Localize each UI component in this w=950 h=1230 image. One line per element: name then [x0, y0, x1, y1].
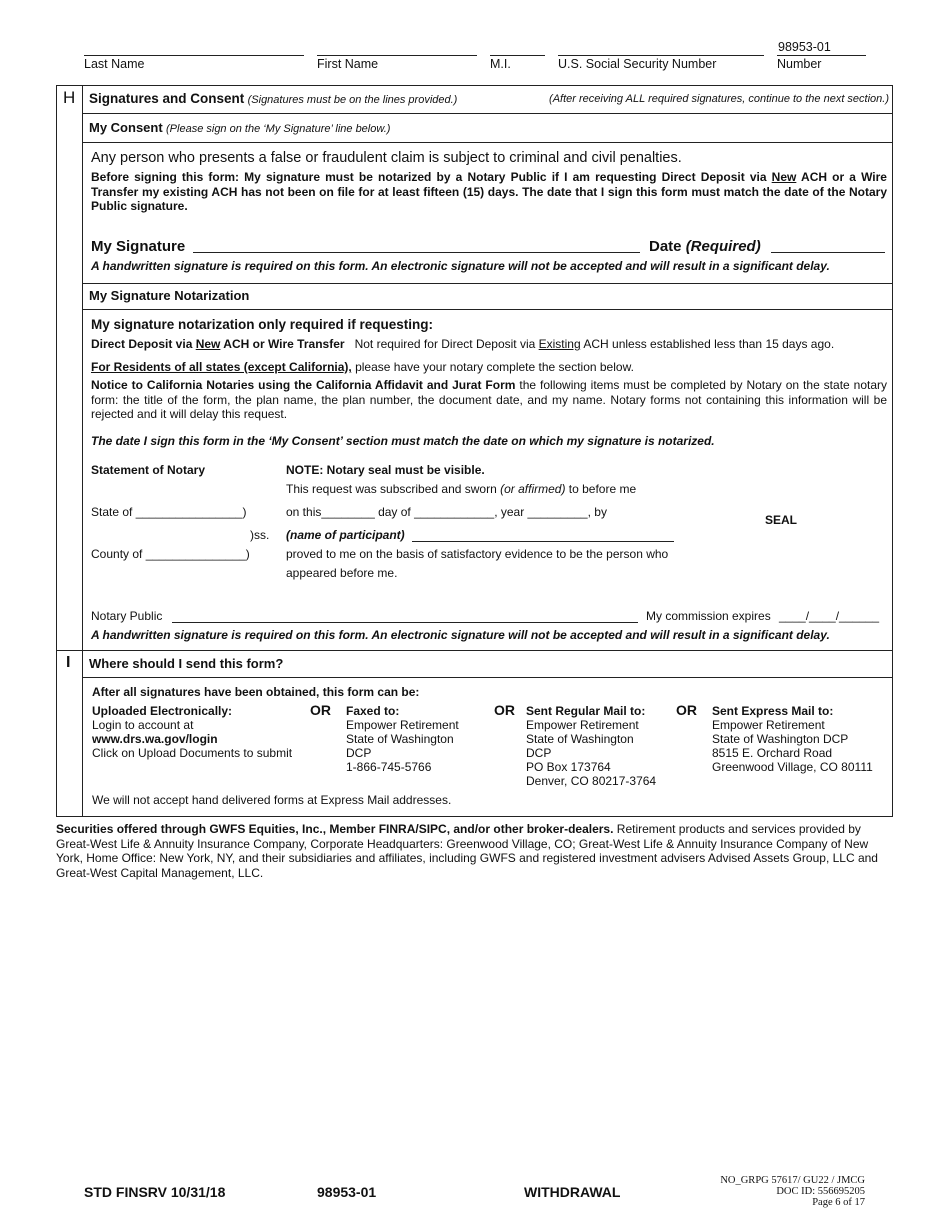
dd-a: Direct Deposit via — [91, 337, 196, 351]
footer-form-type: WITHDRAWAL — [524, 1184, 621, 1200]
date-label-text: Date — [649, 238, 682, 255]
my-consent-bar — [89, 120, 390, 135]
section-i-title: Where should I send this form? — [89, 656, 284, 671]
on-this-line[interactable]: on this________ day of ____________, year _________, by — [286, 505, 607, 519]
section-divider — [56, 650, 893, 651]
residents-line — [91, 360, 634, 374]
subscribed-line — [286, 482, 636, 496]
notary-signature-line[interactable] — [172, 622, 638, 623]
residents-bold: For Residents of all states (except California), — [91, 360, 352, 374]
dd-b: ACH or Wire Transfer — [220, 337, 345, 351]
number-field — [777, 55, 866, 56]
before-signing-paragraph — [91, 170, 887, 214]
participant-name-line[interactable] — [412, 541, 674, 542]
or-separator: OR — [310, 702, 331, 718]
mail-line: DCP — [526, 746, 552, 760]
express-line: Empower Retirement — [712, 718, 825, 732]
subscribed-ital: (or affirmed) — [500, 482, 566, 496]
footer-page: Page 6 of 17 — [812, 1197, 865, 1208]
notarization-only: My signature notarization only required if requesting: — [91, 317, 434, 332]
mail-line: PO Box 173764 — [526, 760, 611, 774]
or-separator: OR — [676, 702, 697, 718]
no-hand-delivered: We will not accept hand delivered forms at Express Mail addresses. — [92, 793, 452, 807]
handwritten-note-2: A handwritten signature is required on this form. An electronic signature will not be accepted and will result in a significant delay. — [91, 628, 830, 642]
date-line[interactable] — [771, 252, 885, 253]
footer-grpg: NO_GRPG 57617/ GU22 / JMCG — [720, 1175, 865, 1186]
commission-expires-label: My commission expires — [646, 609, 771, 623]
footer-std: STD FINSRV 10/31/18 — [84, 1184, 226, 1200]
mail-line: State of Washington — [526, 732, 634, 746]
ssn-label: U.S. Social Security Number — [558, 57, 717, 71]
mi-label: M.I. — [490, 57, 511, 71]
date-required: (Required) — [685, 238, 761, 255]
disclosure-paragraph — [56, 822, 893, 880]
ssn-field[interactable] — [558, 55, 764, 56]
name-of-participant-label: (name of participant) — [286, 528, 405, 542]
section-h-right-note: (After receiving ALL required signatures, continue to the next section.) — [549, 93, 889, 105]
upload-url-link[interactable]: www.drs.wa.gov/login — [92, 732, 218, 746]
section-h-letter: H — [63, 88, 76, 107]
date-label — [649, 238, 761, 255]
seal-label: SEAL — [765, 513, 798, 527]
dd-not-required: Not required for Direct Deposit via — [354, 337, 539, 351]
dd-existing: Existing — [538, 337, 581, 351]
section-i-letter: I — [66, 654, 71, 671]
first-name-label: First Name — [317, 57, 379, 71]
ss-label: )ss. — [250, 528, 270, 542]
proved-line: proved to me on the basis of satisfactory evidence to be the person who — [286, 547, 669, 561]
upload-option — [92, 704, 292, 760]
express-title: Sent Express Mail to: — [712, 704, 834, 718]
dd-new: New — [195, 337, 221, 351]
divider — [83, 677, 893, 678]
direct-deposit-line — [91, 337, 834, 351]
fax-number: 1-866-745-5766 — [346, 760, 432, 774]
subscribed-a: This request was subscribed and sworn — [286, 482, 501, 496]
express-line: 8515 E. Orchard Road — [712, 746, 833, 760]
number-label: Number — [777, 57, 822, 71]
commission-date-field[interactable]: ____/____/______ — [779, 609, 880, 623]
fax-title: Faxed to: — [346, 704, 400, 718]
divider — [83, 309, 893, 310]
before-signing-a: Before signing this form: My signature must be notarized by a Notary Public if I am requesting Direct Deposit via — [91, 170, 772, 184]
last-name-field[interactable] — [84, 55, 304, 56]
last-name-label: Last Name — [84, 57, 145, 71]
after-all-signatures: After all signatures have been obtained, this form can be: — [92, 685, 420, 699]
date-match-note: The date I sign this form in the ‘My Consent’ section must match the date on which my signature is notarized. — [91, 434, 715, 448]
divider — [83, 113, 893, 114]
before-signing-new: New — [771, 170, 797, 184]
note-seal: NOTE: Notary seal must be visible. — [286, 463, 485, 477]
mail-title: Sent Regular Mail to: — [526, 704, 646, 718]
upload-title: Uploaded Electronically: — [92, 704, 233, 718]
divider — [83, 283, 893, 284]
appeared-line: appeared before me. — [286, 566, 398, 580]
doc-number-value: 98953-01 — [778, 40, 831, 54]
notarization-title: My Signature Notarization — [89, 288, 250, 303]
california-notice — [91, 378, 887, 422]
express-mail-option — [712, 704, 873, 774]
before-signing-b: ACH or a Wire Transfer my existing ACH has not been on file for at least fifteen (15) days. The date that I sign this form must match the date of the Notary Public signature. — [91, 170, 887, 213]
fraud-warning: Any person who presents a false or fraudulent claim is subject to criminal and civil penalties. — [91, 150, 682, 166]
residents-rest: please have your notary complete the section below. — [351, 360, 634, 374]
upload-line: Login to account at — [92, 718, 194, 732]
fax-line: State of Washington — [346, 732, 454, 746]
section-h-title: Signatures and Consent — [89, 91, 245, 106]
my-signature-line[interactable] — [193, 252, 640, 253]
handwritten-note: A handwritten signature is required on this form. An electronic signature will not be accepted and will result in a significant delay. — [91, 259, 830, 273]
mi-field[interactable] — [490, 55, 545, 56]
my-consent-note: (Please sign on the ‘My Signature’ line below.) — [166, 123, 391, 135]
county-of-field[interactable]: County of _______________) — [91, 547, 250, 561]
disclosure-bold: Securities offered through GWFS Equities, Inc., Member FINRA/SIPC, and/or other broker-dealers. — [56, 822, 614, 836]
express-line: State of Washington DCP — [712, 732, 849, 746]
mail-line: Denver, CO 80217-3764 — [526, 774, 657, 788]
express-line: Greenwood Village, CO 80111 — [712, 760, 873, 774]
letter-column-divider — [82, 85, 83, 817]
california-bold: Notice to California Notaries using the California Affidavit and Jurat Form — [91, 378, 516, 392]
fax-line: DCP — [346, 746, 372, 760]
footer-doc-number: 98953-01 — [317, 1184, 377, 1200]
state-of-field[interactable]: State of ________________) — [91, 505, 247, 519]
divider — [83, 142, 893, 143]
statement-of-notary: Statement of Notary — [91, 463, 206, 477]
first-name-field[interactable] — [317, 55, 477, 56]
my-signature-label: My Signature — [91, 238, 186, 255]
california-rest: the following items must be completed by Notary on the state notary form: the title of the form, the plan name, the plan number, the document date, and my name. Notary forms not containing this information will be rejected and it will delay this request. — [91, 378, 888, 421]
or-separator: OR — [494, 702, 515, 718]
fax-line: Empower Retirement — [346, 718, 459, 732]
notary-public-label: Notary Public — [91, 609, 163, 623]
footer-doc-id: DOC ID: 556695205 — [776, 1186, 865, 1197]
section-h-title-bar — [89, 91, 889, 106]
disclosure-rest: Retirement products and services provided by Great-West Life & Annuity Insurance Company, Corporate Headquarters: Greenwood Village, CO; Great-West Life & Annuity Insurance Company of New York, Home Office: New York, NY, and their subsidiaries and affiliates, including GWFS and registered investment advisers Advised Assets Group, LLC and Great-West Capital Management, LLC. — [56, 822, 878, 880]
footer-ids — [720, 1175, 865, 1208]
upload-line: Click on Upload Documents to submit — [92, 746, 293, 760]
subscribed-b: to before me — [565, 482, 637, 496]
section-h-title-note: (Signatures must be on the lines provided.) — [247, 94, 458, 106]
mail-line: Empower Retirement — [526, 718, 639, 732]
dd-rest: ACH unless established less than 15 days ago. — [580, 337, 835, 351]
regular-mail-option — [526, 704, 656, 788]
my-consent-title: My Consent — [89, 120, 163, 135]
fax-option — [346, 704, 459, 774]
